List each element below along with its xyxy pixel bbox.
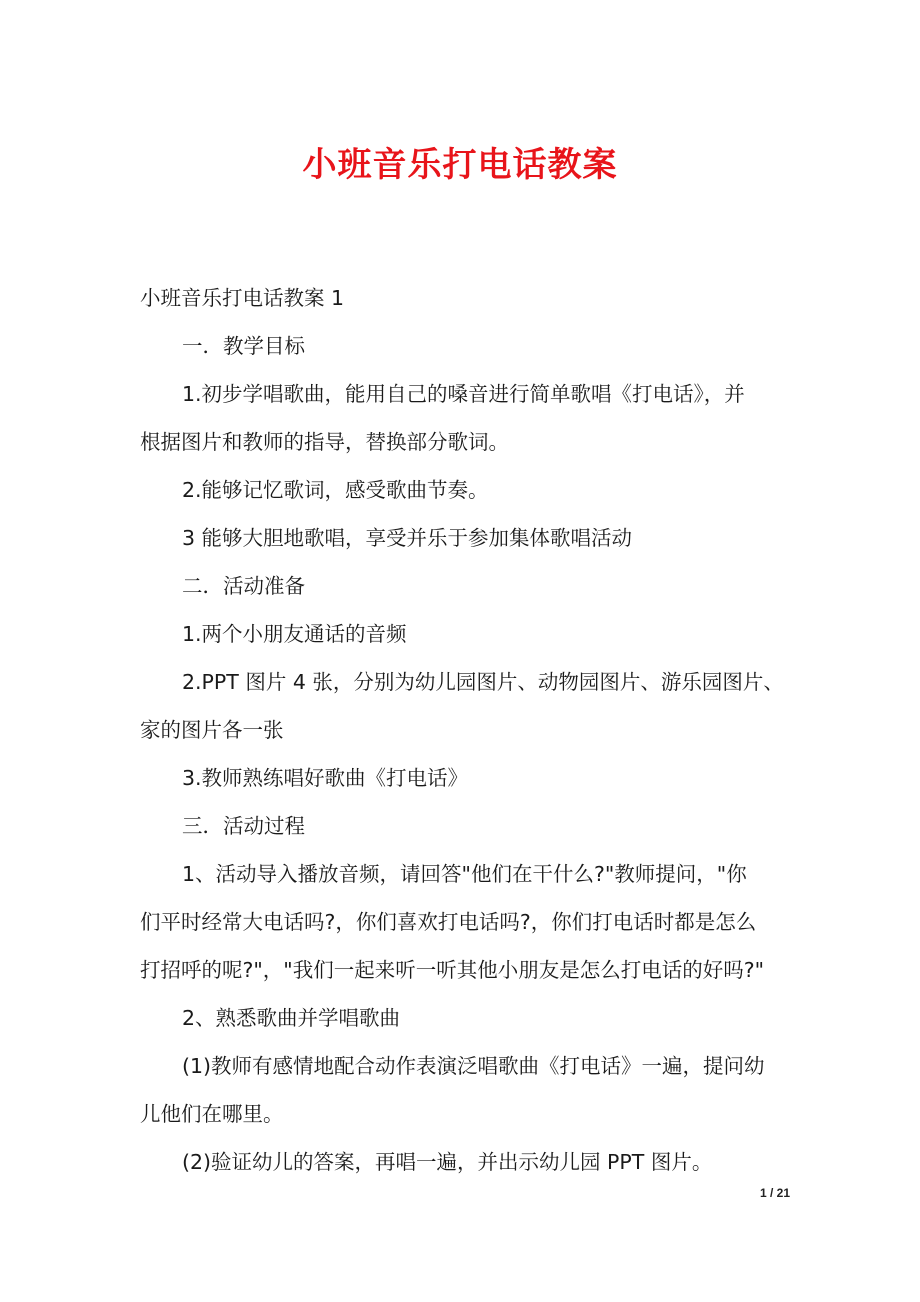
body-line: 二．活动准备 bbox=[182, 574, 305, 598]
body-line: 3 能够大胆地歌唱，享受并乐于参加集体歌唱活动 bbox=[182, 526, 633, 550]
document-body bbox=[140, 274, 790, 1186]
body-line: 打招呼的呢?"，"我们一起来听一听其他小朋友是怎么打电话的好吗?" bbox=[140, 958, 765, 982]
body-line: 3.教师熟练唱好歌曲《打电话》 bbox=[182, 766, 469, 790]
body-line: 2.能够记忆歌词，感受歌曲节奏。 bbox=[182, 478, 489, 502]
body-line: 2.PPT 图片 4 张，分别为幼儿园图片、动物园图片、游乐园图片、 bbox=[182, 670, 784, 694]
body-line: 们平时经常大电话吗?，你们喜欢打电话吗?，你们打电话时都是怎么 bbox=[140, 910, 757, 934]
body-line: 一．教学目标 bbox=[182, 334, 305, 358]
body-line: 2、熟悉歌曲并学唱歌曲 bbox=[182, 1006, 401, 1030]
body-line: (1)教师有感情地配合动作表演泛唱歌曲《打电话》一遍，提问幼 bbox=[182, 1054, 765, 1078]
body-line: 根据图片和教师的指导，替换部分歌词。 bbox=[140, 430, 509, 454]
body-line: 家的图片各一张 bbox=[140, 718, 284, 742]
body-line: 小班音乐打电话教案 1 bbox=[140, 286, 345, 310]
body-line: 1.初步学唱歌曲，能用自己的嗓音进行简单歌唱《打电话》，并 bbox=[182, 382, 745, 406]
body-line: 1.两个小朋友通话的音频 bbox=[182, 622, 407, 646]
body-line: 1、活动导入播放音频，请回答"他们在干什么?"教师提问，"你 bbox=[182, 862, 747, 886]
body-line: 三．活动过程 bbox=[182, 814, 305, 838]
page-number: 1 / 21 bbox=[759, 1186, 790, 1200]
body-line: (2)验证幼儿的答案，再唱一遍，并出示幼儿园 PPT 图片。 bbox=[182, 1150, 713, 1174]
document-title: 小班音乐打电话教案 bbox=[302, 145, 618, 185]
body-line: 儿他们在哪里。 bbox=[140, 1102, 284, 1126]
